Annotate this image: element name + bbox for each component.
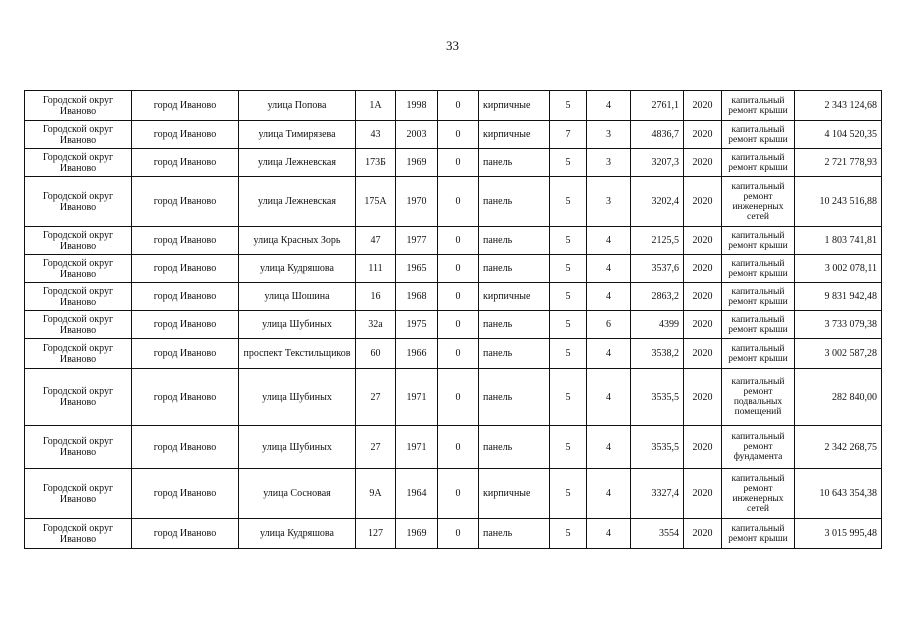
city-cell: город Иваново: [132, 91, 239, 121]
build-year-cell: 1968: [396, 283, 438, 311]
area-cell: 3535,5: [631, 369, 684, 426]
zero-cell: 0: [438, 121, 479, 149]
table-row: [25, 311, 882, 339]
build-year-cell: 1971: [396, 426, 438, 469]
table-body: [25, 91, 882, 549]
plan-year-cell: 2020: [684, 469, 722, 519]
floors-cell: 5: [550, 283, 587, 311]
street-cell: улица Шубиных: [239, 369, 356, 426]
build-year-cell: 1964: [396, 469, 438, 519]
plan-year-cell: 2020: [684, 227, 722, 255]
area-cell: 2125,5: [631, 227, 684, 255]
work-type-cell: капитальный ремонт инженерных сетей: [722, 177, 795, 227]
city-cell: город Иваново: [132, 121, 239, 149]
floors-cell: 5: [550, 91, 587, 121]
district-cell: Городской округ Иваново: [25, 149, 132, 177]
street-cell: проспект Текстильщиков: [239, 339, 356, 369]
plan-year-cell: 2020: [684, 426, 722, 469]
work-type-cell: капитальный ремонт крыши: [722, 339, 795, 369]
zero-cell: 0: [438, 177, 479, 227]
entrances-cell: 4: [587, 519, 631, 549]
house-number-cell: 1А: [356, 91, 396, 121]
build-year-cell: 1998: [396, 91, 438, 121]
build-year-cell: 1970: [396, 177, 438, 227]
entrances-cell: 4: [587, 339, 631, 369]
cost-cell: 10 243 516,88: [795, 177, 882, 227]
district-cell: Городской округ Иваново: [25, 255, 132, 283]
cost-cell: 3 733 079,38: [795, 311, 882, 339]
wall-material-cell: панель: [479, 255, 550, 283]
street-cell: улица Тимирязева: [239, 121, 356, 149]
wall-material-cell: кирпичные: [479, 469, 550, 519]
city-cell: город Иваново: [132, 311, 239, 339]
house-number-cell: 43: [356, 121, 396, 149]
entrances-cell: 4: [587, 369, 631, 426]
wall-material-cell: панель: [479, 339, 550, 369]
city-cell: город Иваново: [132, 283, 239, 311]
street-cell: улица Лежневская: [239, 149, 356, 177]
street-cell: улица Шубиных: [239, 426, 356, 469]
entrances-cell: 4: [587, 469, 631, 519]
plan-year-cell: 2020: [684, 177, 722, 227]
table-row: [25, 255, 882, 283]
house-number-cell: 16: [356, 283, 396, 311]
plan-year-cell: 2020: [684, 311, 722, 339]
work-type-cell: капитальный ремонт крыши: [722, 149, 795, 177]
city-cell: город Иваново: [132, 177, 239, 227]
floors-cell: 5: [550, 255, 587, 283]
cost-cell: 3 002 078,11: [795, 255, 882, 283]
work-type-cell: капитальный ремонт фундамента: [722, 426, 795, 469]
street-cell: улица Сосновая: [239, 469, 356, 519]
work-type-cell: капитальный ремонт крыши: [722, 227, 795, 255]
street-cell: улица Попова: [239, 91, 356, 121]
wall-material-cell: панель: [479, 311, 550, 339]
work-type-cell: капитальный ремонт подвальных помещений: [722, 369, 795, 426]
house-number-cell: 47: [356, 227, 396, 255]
house-number-cell: 60: [356, 339, 396, 369]
entrances-cell: 4: [587, 426, 631, 469]
district-cell: Городской округ Иваново: [25, 369, 132, 426]
table-row: [25, 339, 882, 369]
floors-cell: 7: [550, 121, 587, 149]
entrances-cell: 6: [587, 311, 631, 339]
work-type-cell: капитальный ремонт инженерных сетей: [722, 469, 795, 519]
table-row: [25, 519, 882, 549]
zero-cell: 0: [438, 369, 479, 426]
house-number-cell: 27: [356, 426, 396, 469]
street-cell: улица Кудряшова: [239, 255, 356, 283]
repair-plan-table: [24, 90, 882, 549]
house-number-cell: 32а: [356, 311, 396, 339]
zero-cell: 0: [438, 311, 479, 339]
table-row: [25, 91, 882, 121]
floors-cell: 5: [550, 227, 587, 255]
floors-cell: 5: [550, 149, 587, 177]
wall-material-cell: панель: [479, 426, 550, 469]
area-cell: 4399: [631, 311, 684, 339]
city-cell: город Иваново: [132, 339, 239, 369]
table-row: [25, 426, 882, 469]
house-number-cell: 9А: [356, 469, 396, 519]
table-row: [25, 469, 882, 519]
city-cell: город Иваново: [132, 227, 239, 255]
plan-year-cell: 2020: [684, 91, 722, 121]
zero-cell: 0: [438, 149, 479, 177]
wall-material-cell: панель: [479, 369, 550, 426]
cost-cell: 2 342 268,75: [795, 426, 882, 469]
street-cell: улица Шошина: [239, 283, 356, 311]
floors-cell: 5: [550, 519, 587, 549]
district-cell: Городской округ Иваново: [25, 91, 132, 121]
city-cell: город Иваново: [132, 149, 239, 177]
city-cell: город Иваново: [132, 369, 239, 426]
zero-cell: 0: [438, 255, 479, 283]
district-cell: Городской округ Иваново: [25, 121, 132, 149]
wall-material-cell: панель: [479, 177, 550, 227]
area-cell: 2863,2: [631, 283, 684, 311]
work-type-cell: капитальный ремонт крыши: [722, 121, 795, 149]
city-cell: город Иваново: [132, 426, 239, 469]
page-number: 33: [446, 38, 459, 53]
area-cell: 3538,2: [631, 339, 684, 369]
build-year-cell: 1975: [396, 311, 438, 339]
table-row: [25, 177, 882, 227]
district-cell: Городской округ Иваново: [25, 519, 132, 549]
build-year-cell: 1965: [396, 255, 438, 283]
cost-cell: 2 343 124,68: [795, 91, 882, 121]
floors-cell: 5: [550, 311, 587, 339]
area-cell: 3537,6: [631, 255, 684, 283]
wall-material-cell: панель: [479, 519, 550, 549]
table-row: [25, 227, 882, 255]
table-row: [25, 369, 882, 426]
plan-year-cell: 2020: [684, 121, 722, 149]
district-cell: Городской округ Иваново: [25, 339, 132, 369]
plan-year-cell: 2020: [684, 519, 722, 549]
house-number-cell: 173Б: [356, 149, 396, 177]
entrances-cell: 4: [587, 227, 631, 255]
wall-material-cell: панель: [479, 227, 550, 255]
build-year-cell: 1977: [396, 227, 438, 255]
wall-material-cell: кирпичные: [479, 283, 550, 311]
table-row: [25, 283, 882, 311]
street-cell: улица Красных Зорь: [239, 227, 356, 255]
city-cell: город Иваново: [132, 519, 239, 549]
cost-cell: 1 803 741,81: [795, 227, 882, 255]
street-cell: улица Кудряшова: [239, 519, 356, 549]
zero-cell: 0: [438, 519, 479, 549]
area-cell: 2761,1: [631, 91, 684, 121]
district-cell: Городской округ Иваново: [25, 227, 132, 255]
work-type-cell: капитальный ремонт крыши: [722, 519, 795, 549]
work-type-cell: капитальный ремонт крыши: [722, 283, 795, 311]
zero-cell: 0: [438, 227, 479, 255]
wall-material-cell: кирпичные: [479, 91, 550, 121]
cost-cell: 2 721 778,93: [795, 149, 882, 177]
wall-material-cell: кирпичные: [479, 121, 550, 149]
area-cell: 3207,3: [631, 149, 684, 177]
district-cell: Городской округ Иваново: [25, 426, 132, 469]
entrances-cell: 3: [587, 149, 631, 177]
wall-material-cell: панель: [479, 149, 550, 177]
district-cell: Городской округ Иваново: [25, 311, 132, 339]
cost-cell: 3 015 995,48: [795, 519, 882, 549]
area-cell: 3327,4: [631, 469, 684, 519]
cost-cell: 10 643 354,38: [795, 469, 882, 519]
floors-cell: 5: [550, 426, 587, 469]
plan-year-cell: 2020: [684, 283, 722, 311]
entrances-cell: 4: [587, 255, 631, 283]
district-cell: Городской округ Иваново: [25, 469, 132, 519]
floors-cell: 5: [550, 469, 587, 519]
entrances-cell: 3: [587, 121, 631, 149]
zero-cell: 0: [438, 469, 479, 519]
floors-cell: 5: [550, 369, 587, 426]
house-number-cell: 111: [356, 255, 396, 283]
house-number-cell: 175А: [356, 177, 396, 227]
build-year-cell: 2003: [396, 121, 438, 149]
cost-cell: 9 831 942,48: [795, 283, 882, 311]
street-cell: улица Шубиных: [239, 311, 356, 339]
district-cell: Городской округ Иваново: [25, 177, 132, 227]
plan-year-cell: 2020: [684, 149, 722, 177]
entrances-cell: 4: [587, 283, 631, 311]
work-type-cell: капитальный ремонт крыши: [722, 91, 795, 121]
district-cell: Городской округ Иваново: [25, 283, 132, 311]
house-number-cell: 127: [356, 519, 396, 549]
zero-cell: 0: [438, 283, 479, 311]
zero-cell: 0: [438, 91, 479, 121]
area-cell: 3202,4: [631, 177, 684, 227]
build-year-cell: 1971: [396, 369, 438, 426]
work-type-cell: капитальный ремонт крыши: [722, 311, 795, 339]
floors-cell: 5: [550, 339, 587, 369]
area-cell: 3535,5: [631, 426, 684, 469]
city-cell: город Иваново: [132, 255, 239, 283]
plan-year-cell: 2020: [684, 369, 722, 426]
zero-cell: 0: [438, 426, 479, 469]
table-row: [25, 121, 882, 149]
entrances-cell: 3: [587, 177, 631, 227]
build-year-cell: 1966: [396, 339, 438, 369]
build-year-cell: 1969: [396, 149, 438, 177]
cost-cell: 282 840,00: [795, 369, 882, 426]
city-cell: город Иваново: [132, 469, 239, 519]
entrances-cell: 4: [587, 91, 631, 121]
plan-year-cell: 2020: [684, 339, 722, 369]
table-row: [25, 149, 882, 177]
floors-cell: 5: [550, 177, 587, 227]
plan-year-cell: 2020: [684, 255, 722, 283]
street-cell: улица Лежневская: [239, 177, 356, 227]
build-year-cell: 1969: [396, 519, 438, 549]
area-cell: 3554: [631, 519, 684, 549]
work-type-cell: капитальный ремонт крыши: [722, 255, 795, 283]
house-number-cell: 27: [356, 369, 396, 426]
cost-cell: 4 104 520,35: [795, 121, 882, 149]
cost-cell: 3 002 587,28: [795, 339, 882, 369]
zero-cell: 0: [438, 339, 479, 369]
area-cell: 4836,7: [631, 121, 684, 149]
